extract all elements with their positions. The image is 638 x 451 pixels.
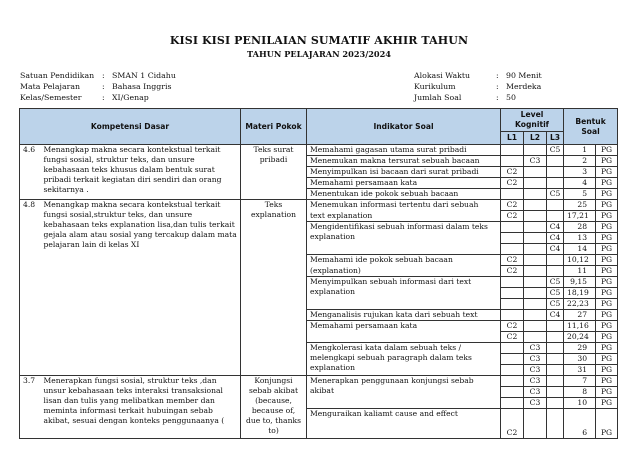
header-l2: L2 [524, 132, 547, 145]
level-l1: C2 [501, 178, 524, 189]
level-l3: C5 [547, 189, 564, 200]
level-l3 [547, 266, 564, 277]
bentuk-soal: PG [596, 211, 618, 222]
meta-row [20, 71, 176, 82]
level-l3 [547, 409, 564, 439]
level-l2 [524, 244, 547, 255]
question-number: 10,12 [564, 255, 596, 266]
bentuk-soal: PG [596, 189, 618, 200]
meta-key: Kelas/Semester [20, 92, 82, 102]
level-l2 [524, 145, 547, 156]
level-l1 [501, 145, 524, 156]
question-number: 18,19 [564, 288, 596, 299]
header-kd: Kompetensi Dasar [20, 109, 241, 145]
meta-colon: : [102, 92, 105, 102]
indikator-cell: Menemukan informasi tertentu dari sebuah [307, 200, 501, 211]
level-l1 [501, 288, 524, 299]
level-l1 [501, 156, 524, 167]
indikator-cell: Menemukan makna tersurat sebuah bacaan [307, 156, 501, 167]
level-l1: C2 [501, 332, 524, 343]
question-number: 4 [564, 178, 596, 189]
level-l2 [524, 178, 547, 189]
bentuk-soal: PG [596, 244, 618, 255]
level-l2 [524, 299, 547, 310]
kd-number: 3.7 [20, 376, 42, 439]
bentuk-soal: PG [596, 376, 618, 387]
level-l1: C2 [501, 167, 524, 178]
question-number: 11,16 [564, 321, 596, 332]
level-l2: C3 [524, 387, 547, 398]
level-l1 [501, 387, 524, 398]
kd-number: 4.6 [20, 145, 42, 200]
meta-key: Satuan Pendidikan [20, 71, 95, 80]
question-number: 8 [564, 387, 596, 398]
question-number: 29 [564, 343, 596, 354]
table-row [20, 376, 618, 387]
meta-colon: : [102, 81, 105, 91]
level-l2 [524, 200, 547, 211]
indikator-cell: Memahami ide pokok sebuah bacaan [307, 255, 501, 266]
bentuk-soal: PG [596, 277, 618, 288]
indikator-cell: Menganalisis rujukan kata dari sebuah text [307, 310, 501, 321]
level-l2 [524, 233, 547, 244]
question-number: 3 [564, 167, 596, 178]
level-l2 [524, 189, 547, 200]
level-l1 [501, 299, 524, 310]
table-row [20, 200, 618, 211]
level-l2: C3 [524, 354, 547, 365]
level-l3: C5 [547, 145, 564, 156]
kd-text: Menerapkan fungsi sosial, struktur teks ,dan unsur kebahasaan teks interaksi transaksional lisan dan tulis yang melibatkan member dan meminta informasi terkait hubuingan sebab akibat, sesuai dengan konteks penggunaanya ( [42, 376, 241, 439]
meta-value: Merdeka [506, 81, 542, 91]
level-l3 [547, 167, 564, 178]
meta-value: 90 Menit [506, 71, 542, 80]
bentuk-soal: PG [596, 310, 618, 321]
level-l2: C3 [524, 398, 547, 409]
header-bentuk: Bentuk Soal [564, 109, 618, 145]
level-l3: C4 [547, 310, 564, 321]
bentuk-soal: PG [596, 409, 618, 439]
meta-left [20, 71, 176, 103]
question-number: 31 [564, 365, 596, 376]
bentuk-soal: PG [596, 145, 618, 156]
level-l3: C5 [547, 288, 564, 299]
question-number: 30 [564, 354, 596, 365]
kisi-table [19, 108, 618, 439]
indikator-cell: Menyimpulkan sebuah informasi dari text explanation [307, 277, 501, 310]
question-number: 22,23 [564, 299, 596, 310]
meta-key: Kurikulum [414, 81, 456, 91]
question-number: 11 [564, 266, 596, 277]
indikator-cell: Mengkolerasi kata dalam sebuah teks / melengkapi sebuah paragraph dalam teks explanation [307, 343, 501, 376]
indikator-cell: Menyimpulkan isi bacaan dari surat pribadi [307, 167, 501, 178]
page-title: KISI KISI PENILAIAN SUMATIF AKHIR TAHUN [169, 34, 469, 47]
question-number: 28 [564, 222, 596, 233]
level-l1 [501, 233, 524, 244]
level-l1: C2 [501, 211, 524, 222]
bentuk-soal: PG [596, 288, 618, 299]
level-l1: C2 [501, 255, 524, 266]
level-l3 [547, 321, 564, 332]
bentuk-soal: PG [596, 365, 618, 376]
header-level: Level Kognitif [501, 109, 564, 132]
bentuk-soal: PG [596, 178, 618, 189]
level-l1: C2 [501, 266, 524, 277]
level-l2 [524, 266, 547, 277]
question-number: 25 [564, 200, 596, 211]
level-l3: C4 [547, 222, 564, 233]
question-number: 27 [564, 310, 596, 321]
indikator-cell: Memahami persamaan kata [307, 178, 501, 189]
level-l3: C4 [547, 233, 564, 244]
header-l3: L3 [547, 132, 564, 145]
level-l1 [501, 277, 524, 288]
bentuk-soal: PG [596, 343, 618, 354]
meta-row [414, 71, 542, 82]
question-number: 14 [564, 244, 596, 255]
meta-value: Bahasa Inggris [112, 81, 172, 91]
level-l3 [547, 200, 564, 211]
level-l1 [501, 222, 524, 233]
level-l2 [524, 409, 547, 439]
indikator-cell: Menentukan ide pokok sebuah bacaan [307, 189, 501, 200]
meta-key: Jumlah Soal [414, 92, 462, 102]
meta-row [20, 93, 176, 104]
level-l2: C3 [524, 343, 547, 354]
level-l3: C4 [547, 244, 564, 255]
question-number: 13 [564, 233, 596, 244]
level-l1: C2 [501, 409, 524, 439]
bentuk-soal: PG [596, 299, 618, 310]
kd-number: 4.8 [20, 200, 42, 376]
level-l3 [547, 156, 564, 167]
bentuk-soal: PG [596, 354, 618, 365]
meta-value: XI/Genap [112, 92, 149, 102]
level-l2 [524, 288, 547, 299]
meta-row [414, 93, 542, 104]
indikator-cell: text explanation [307, 211, 501, 222]
indikator-cell: Memahami persamaan kata [307, 321, 501, 343]
level-l1 [501, 376, 524, 387]
meta-value: 50 [506, 92, 516, 102]
meta-right [414, 71, 542, 103]
header-indikator: Indikator Soal [307, 109, 501, 145]
bentuk-soal: PG [596, 200, 618, 211]
indikator-cell: Menerapkan penggunaan konjungsi sebab akibat [307, 376, 501, 409]
level-l1 [501, 365, 524, 376]
meta-colon: : [496, 92, 499, 102]
level-l2: C3 [524, 376, 547, 387]
level-l3 [547, 354, 564, 365]
bentuk-soal: PG [596, 332, 618, 343]
level-l3 [547, 343, 564, 354]
meta-colon: : [496, 81, 499, 91]
question-number: 17,21 [564, 211, 596, 222]
question-number: 10 [564, 398, 596, 409]
level-l3 [547, 376, 564, 387]
question-number: 1 [564, 145, 596, 156]
level-l2 [524, 332, 547, 343]
level-l2: C3 [524, 156, 547, 167]
level-l2 [524, 222, 547, 233]
level-l3: C5 [547, 299, 564, 310]
level-l3: C5 [547, 277, 564, 288]
level-l1: C2 [501, 200, 524, 211]
bentuk-soal: PG [596, 387, 618, 398]
header-materi: Materi Pokok [241, 109, 307, 145]
level-l1 [501, 244, 524, 255]
kd-text: Menangkap makna secara kontekstual terkait fungsi sosial,struktur teks, dan unsure kebahasaan teks explanation lisa,dan tulis terkait gejala alam atau sosial yang tercakup dalam mata pelajaran lain di kelas XI [42, 200, 241, 376]
meta-value: SMAN 1 Cidahu [112, 71, 176, 80]
level-l3 [547, 398, 564, 409]
question-number: 5 [564, 189, 596, 200]
level-l2 [524, 277, 547, 288]
bentuk-soal: PG [596, 233, 618, 244]
level-l3 [547, 332, 564, 343]
level-l2 [524, 310, 547, 321]
meta-colon: : [102, 71, 105, 80]
level-l2: C3 [524, 365, 547, 376]
meta-colon: : [496, 71, 499, 80]
bentuk-soal: PG [596, 167, 618, 178]
bentuk-soal: PG [596, 222, 618, 233]
bentuk-soal: PG [596, 266, 618, 277]
question-number: 9,15 [564, 277, 596, 288]
level-l3 [547, 387, 564, 398]
meta-key: Alokasi Waktu [414, 71, 471, 80]
indikator-cell: (explanation) [307, 266, 501, 277]
question-number: 6 [564, 409, 596, 439]
level-l1 [501, 189, 524, 200]
question-number: 7 [564, 376, 596, 387]
question-number: 2 [564, 156, 596, 167]
level-l1 [501, 310, 524, 321]
meta-row [414, 82, 542, 93]
level-l1 [501, 343, 524, 354]
materi-pokok: Teks explanation [241, 200, 307, 376]
level-l2 [524, 321, 547, 332]
kd-text: Menangkap makna secara kontekstual terkait fungsi sosial, struktur teks, dan unsure kebahasaan teks khusus dalam bentuk surat pribadi terkait kegiatan diri sendiri dan orang sekitarnya . [42, 145, 241, 200]
level-l1: C2 [501, 321, 524, 332]
level-l2 [524, 255, 547, 266]
level-l3 [547, 211, 564, 222]
level-l2 [524, 167, 547, 178]
level-l2 [524, 211, 547, 222]
materi-pokok: Teks surat pribadi [241, 145, 307, 200]
indikator-cell: Menguraikan kaliamt cause and effect [307, 409, 501, 439]
level-l1 [501, 354, 524, 365]
meta-row [20, 82, 176, 93]
table-row [20, 145, 618, 156]
bentuk-soal: PG [596, 321, 618, 332]
meta-key: Mata Pelajaran [20, 81, 81, 91]
header-l1: L1 [501, 132, 524, 145]
indikator-cell: Mengidentifikasi sebuah informasi dalam teks explanation [307, 222, 501, 255]
page-subtitle: TAHUN PELAJARAN 2023/2024 [247, 49, 391, 59]
level-l1 [501, 398, 524, 409]
level-l3 [547, 365, 564, 376]
bentuk-soal: PG [596, 156, 618, 167]
bentuk-soal: PG [596, 398, 618, 409]
level-l3 [547, 255, 564, 266]
materi-pokok: Konjungsi sebab akibat (because, because of, due to, thanks to) [241, 376, 307, 439]
bentuk-soal: PG [596, 255, 618, 266]
level-l3 [547, 178, 564, 189]
question-number: 20,24 [564, 332, 596, 343]
indikator-cell: Memahami gagasan utama surat pribadi [307, 145, 501, 156]
